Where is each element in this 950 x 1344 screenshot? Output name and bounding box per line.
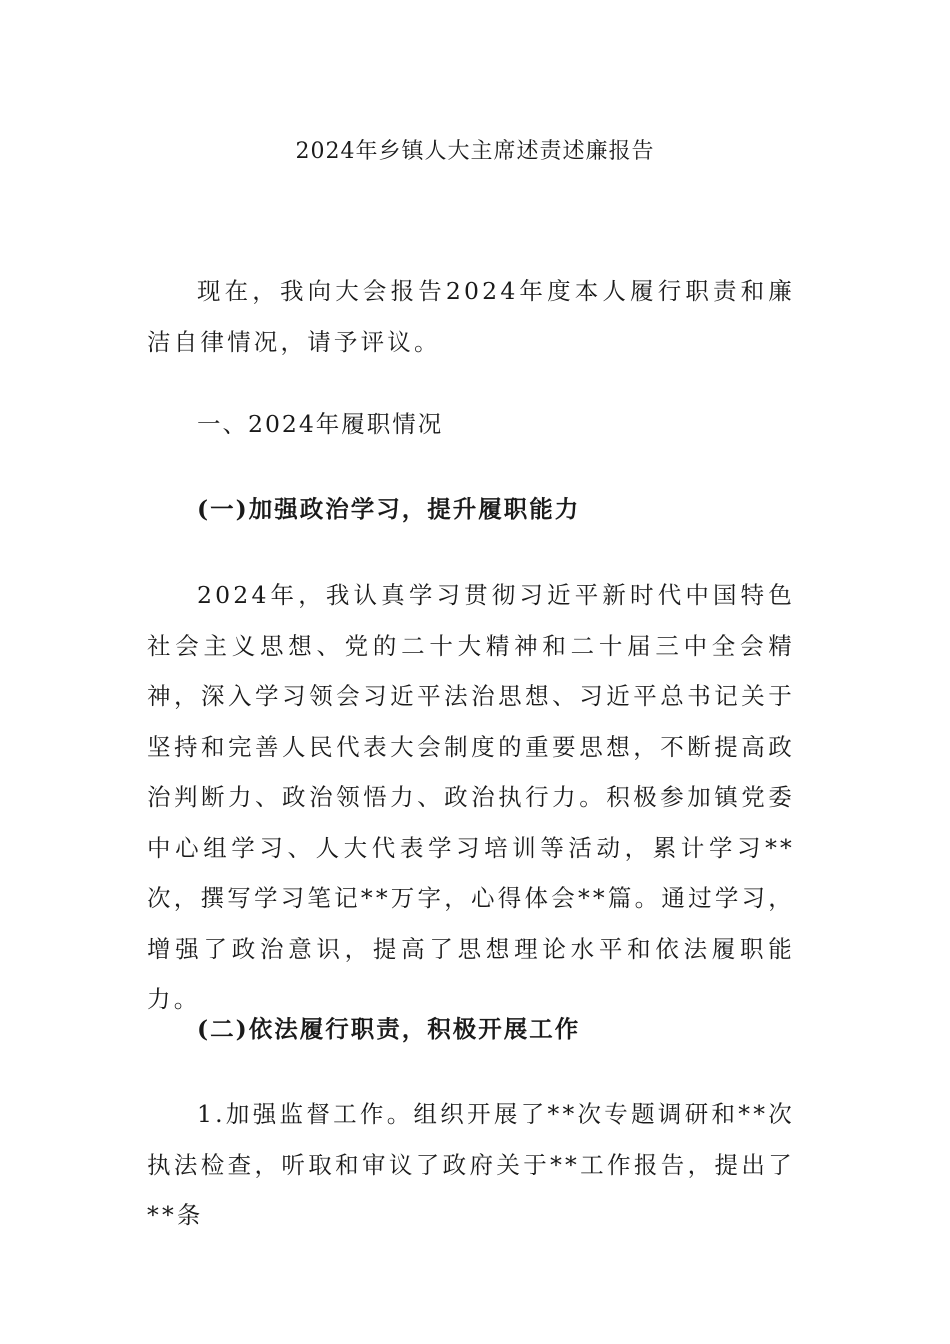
supervision-paragraph: 1.加强监督工作。组织开展了**次专题调研和**次执法检查，听取和审议了政府关于**工作报告，提出了**条: [147, 1100, 795, 1229]
intro-paragraph: 现在，我向大会报告2024年度本人履行职责和廉洁自律情况，请予评议。: [147, 277, 795, 356]
political-study-paragraph: 2024年，我认真学习贯彻习近平新时代中国特色社会主义思想、党的二十大精神和二十届三中全会精神，深入学习领会习近平法治思想、习近平总书记关于坚持和完善人民代表大会制度的重要思想，不断提高政治判断力、政治领悟力、政治执行力。积极参加镇党委中心组学习、人大代表学习培训等活动，累计学习**次，撰写学习笔记**万字，心得体会**篇。通过学习，增强了政治意识，提高了思想理论水平和依法履职能力。: [147, 581, 795, 1013]
document-title: 2024年乡镇人大主席述责述廉报告: [295, 139, 655, 164]
subsection-heading-duties: (二)依法履行职责，积极开展工作: [197, 1015, 581, 1043]
section-heading-one: 一、2024年履职情况: [197, 410, 444, 438]
subsection-heading-political-study: (一)加强政治学习，提升履职能力: [197, 495, 581, 523]
